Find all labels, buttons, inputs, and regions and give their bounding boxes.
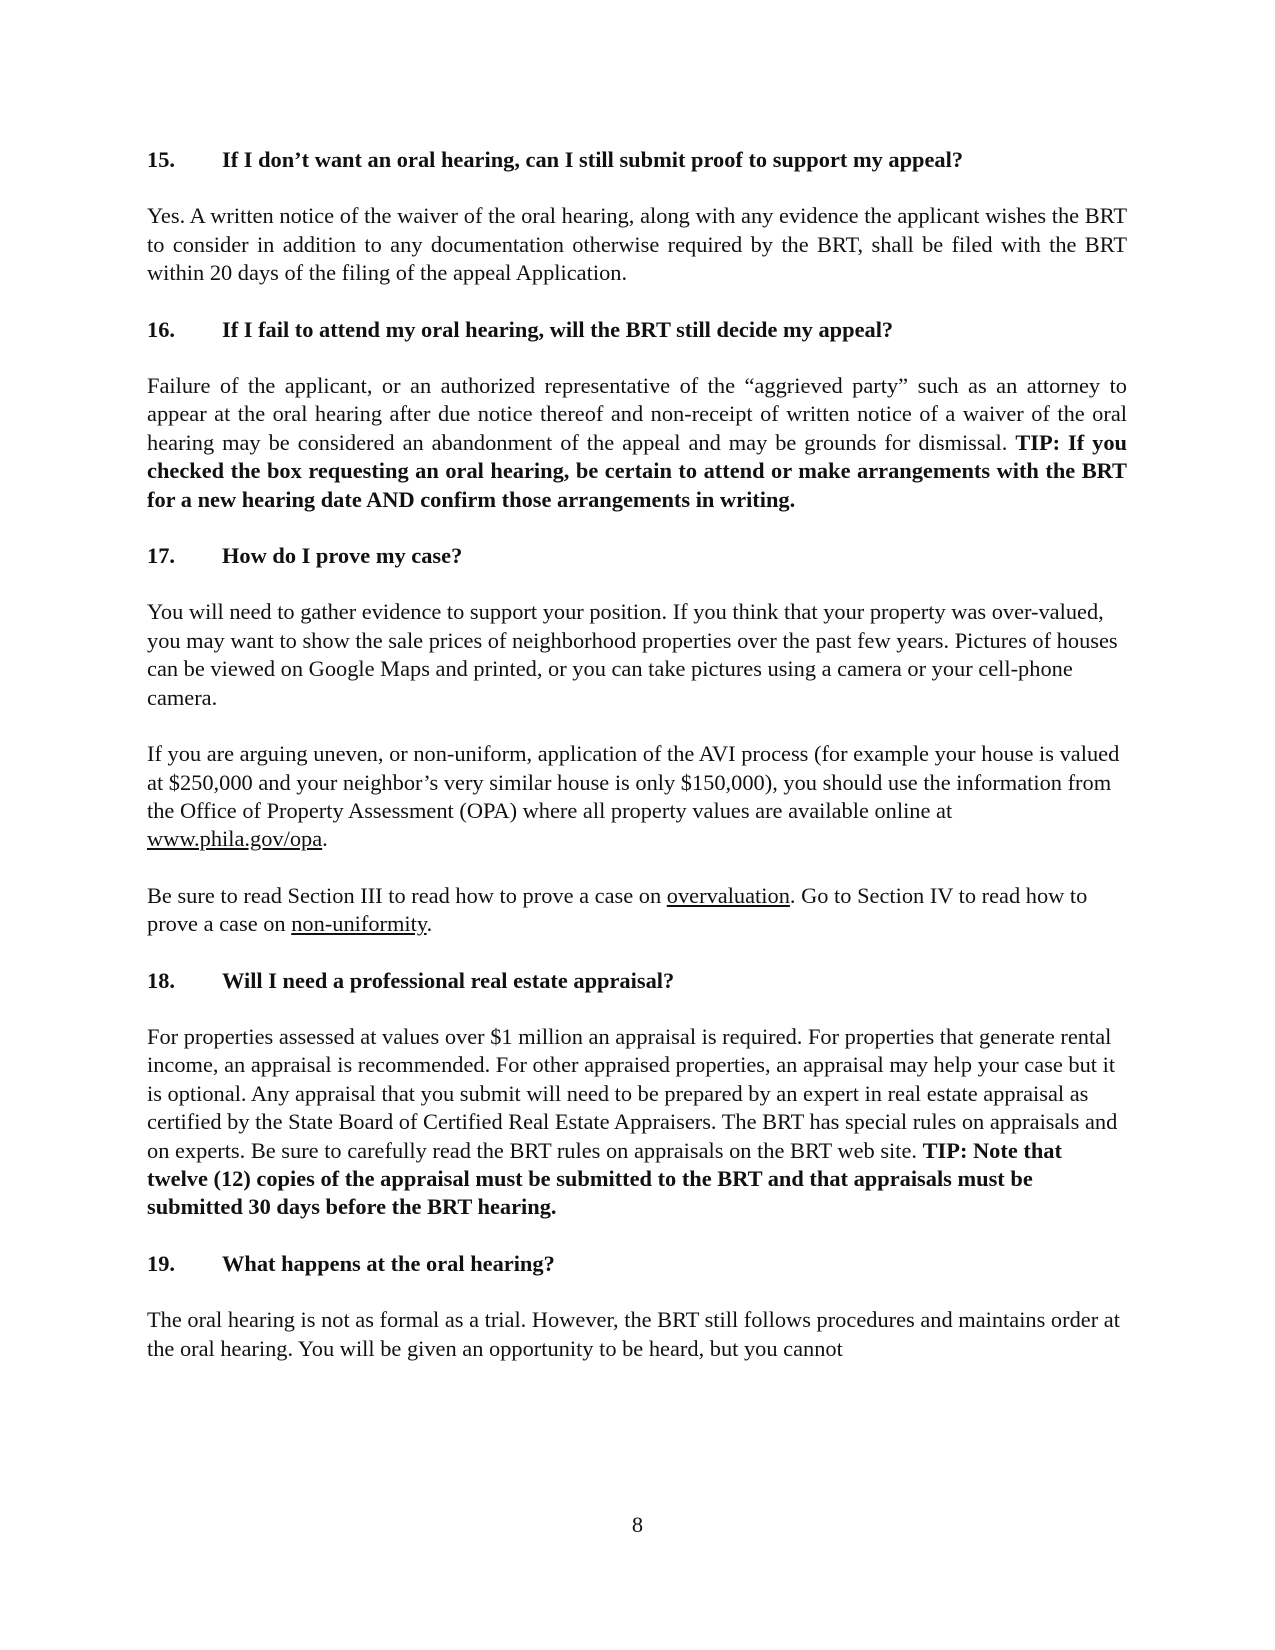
question-title: If I fail to attend my oral hearing, will the BRT still decide my appeal?	[222, 316, 894, 342]
answer-19: The oral hearing is not as formal as a trial. However, the BRT still follows procedures and maintains order at the oral hearing. You will be given an opportunity to be heard, but you cannot	[147, 1307, 1120, 1361]
page-number: 8	[631, 1512, 644, 1537]
overvaluation-term: overvaluation	[666, 882, 790, 908]
answer-15: Yes. A written notice of the waiver of the oral hearing, along with any evidence the applicant wishes the BRT to consider in addition to any documentation otherwise required by the BRT, shall be filed with the BRT within 20 days of the filing of the appeal Application.	[147, 203, 1127, 286]
answer-17-paragraph-3	[147, 882, 1127, 939]
question-title: What happens at the oral hearing?	[222, 1250, 555, 1276]
answer-17-paragraph-1: You will need to gather evidence to support your position. If you think that your property was over-valued, you may want to show the sale prices of neighborhood properties over the past few years. Pictures of houses can be viewed on Google Maps and printed, or you can take pictures using a camera or your cell-phone camera.	[147, 599, 1118, 710]
opa-website-link[interactable]: www.phila.gov/opa	[147, 826, 323, 852]
answer-17-p3-text: Be sure to read Section III to read how to prove a case on	[147, 882, 667, 908]
document-page	[147, 146, 1127, 1363]
question-number: 15.	[147, 147, 175, 172]
question-18-heading	[147, 967, 1127, 995]
question-title: If I don’t want an oral hearing, can I still submit proof to support my appeal?	[222, 147, 964, 172]
question-17-heading	[147, 542, 1127, 570]
answer-18-text: For properties assessed at values over $1 million an appraisal is required. For properties that generate rental income, an appraisal is recommended. For other appraised properties, an appraisal may help your case but it is optional. Any appraisal that you submit will need to be prepared by an expert in real estate appraisal as certified by the State Board of Certified Real Estate Appraisers. The BRT has special rules on appraisals and on experts. Be sure to carefully read the BRT rules on appraisals on the BRT web site.	[147, 1023, 1118, 1163]
question-number: 19.	[147, 1250, 175, 1276]
tip-16: TIP: If you checked the box requesting an oral hearing, be certain to attend or make arrangements with the BRT for a new hearing date AND confirm those arrangements in writing.	[147, 429, 1127, 512]
question-title: How do I prove my case?	[222, 543, 463, 569]
answer-16-text: Failure of the applicant, or an authorized representative of the “aggrieved party” such as an attorney to appear at the oral hearing after due notice thereof and non-receipt of written notice of a waiver of the oral hearing may be considered an abandonment of the appeal and may be grounds for dismissal.	[147, 373, 1127, 455]
non-uniformity-term: non-uniformity	[291, 911, 427, 937]
question-15-heading	[147, 146, 1127, 174]
answer-17-p3-mid: . Go to Section IV to read how to prove a case on	[147, 882, 1088, 937]
question-title: Will I need a professional real estate appraisal?	[222, 967, 675, 993]
answer-17-p2-end: .	[322, 826, 328, 852]
answer-16	[147, 372, 1127, 514]
tip-18: TIP: Note that twelve (12) copies of the appraisal must be submitted to the BRT and that appraisals must be submitted 30 days before the BRT hearing.	[147, 1137, 1062, 1220]
answer-17-p3-end: .	[426, 911, 433, 937]
question-19-heading	[147, 1250, 1127, 1278]
question-number: 17.	[147, 543, 175, 569]
answer-18	[147, 1023, 1127, 1222]
question-number: 16.	[147, 316, 175, 342]
answer-17-p2-text: If you are arguing uneven, or non-uniform, application of the AVI process (for example your house is valued at $250,000 and your neighbor’s very similar house is only $150,000), you should use the information from the Office of Property Assessment (OPA) where all property values are available online at	[147, 741, 1120, 823]
answer-17-paragraph-2	[147, 740, 1127, 854]
question-number: 18.	[147, 967, 175, 993]
question-16-heading	[147, 316, 1127, 344]
